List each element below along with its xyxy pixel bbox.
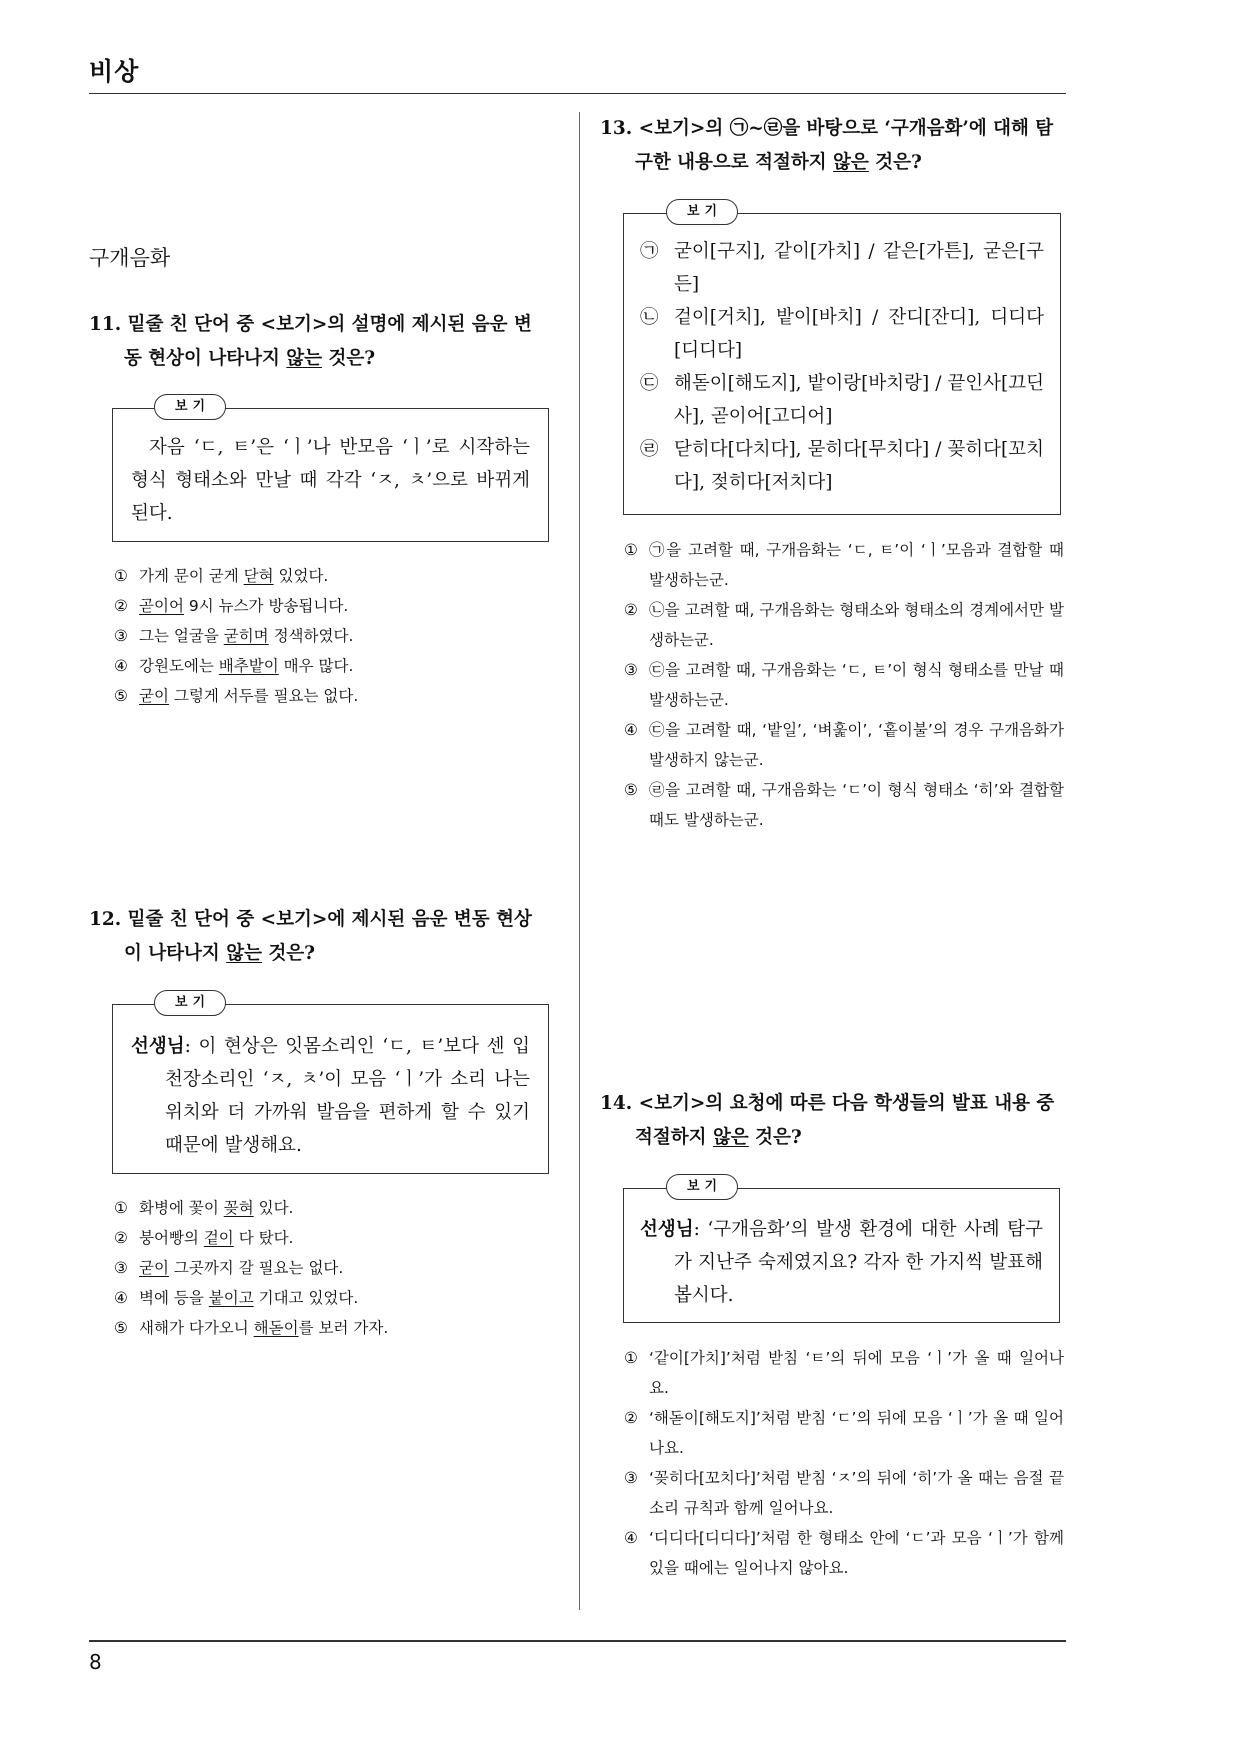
- question-11: [89, 308, 559, 376]
- question-14-line-2: [600, 1121, 1070, 1155]
- question-14: [600, 1087, 1070, 1155]
- bogi-speaker: 선생님: [640, 1219, 694, 1240]
- underlined-word: 굳히며: [223, 627, 269, 645]
- section-title: 구개음화: [89, 246, 171, 270]
- bogi-item-marker: ㉣: [640, 439, 659, 460]
- answer-option[interactable]: [114, 651, 554, 681]
- question-11-line-2: [89, 342, 559, 376]
- bogi-text: : ‘구개음화’의 발생 환경에 대한 사례 탐구가 지난주 숙제였지요? 각자 한 가지씩 발표해 봅시다.: [674, 1219, 1043, 1306]
- bogi-speech: [131, 1030, 530, 1162]
- answer-option[interactable]: [114, 681, 554, 711]
- underlined-word: 굳이: [139, 1259, 169, 1277]
- option-text-part: 강원도에는: [139, 657, 219, 675]
- option-text-part: 를 보러 가자.: [298, 1319, 389, 1337]
- underlined-word: 붙이고: [208, 1289, 254, 1307]
- option-text-part: 있다.: [253, 1199, 294, 1217]
- option-text: [139, 1283, 554, 1313]
- answer-option[interactable]: [624, 535, 1064, 595]
- option-number: ②: [114, 597, 128, 615]
- answer-option[interactable]: [114, 561, 554, 591]
- option-number: ④: [114, 657, 128, 675]
- option-number: ③: [114, 627, 128, 645]
- option-text-part: 정색하였다.: [268, 627, 354, 645]
- option-text: ㉢을 고려할 때, ‘밭일’, ‘벼훑이’, ‘홑이불’의 경우 구개음화가 발생하지 않는군.: [649, 721, 1064, 769]
- answer-option[interactable]: [114, 1223, 554, 1253]
- bogi-text: : 이 현상은 잇몸소리인 ‘ㄷ, ㅌ’보다 센 입천장소리인 ‘ㅈ, ㅊ’이 모음 ‘ㅣ’가 소리 나는 위치와 더 가까워 발음을 편하게 할 수 있기 때문에 발생해요.: [165, 1036, 530, 1156]
- answer-option[interactable]: [624, 715, 1064, 775]
- option-number: ①: [624, 1349, 638, 1367]
- option-number: ②: [624, 1409, 638, 1427]
- answer-option[interactable]: [114, 1193, 554, 1223]
- option-text: [139, 591, 554, 621]
- bogi-item-text: 해돋이[해도지], 밭이랑[바치랑] / 끝인사[끄딘사], 곧이어[고디어]: [674, 373, 1044, 427]
- option-number: ⑤: [114, 687, 128, 705]
- underlined-word: 굳이: [139, 687, 169, 705]
- option-number: ②: [624, 601, 638, 619]
- option-text: [139, 1253, 554, 1283]
- option-text-part: 9시 뉴스가 방송됩니다.: [183, 597, 349, 615]
- option-text: ㉡을 고려할 때, 구개음화는 형태소와 형태소의 경계에서만 발생하는군.: [649, 601, 1064, 649]
- bogi-label: 보기: [154, 990, 226, 1016]
- bogi-item-marker: ㉡: [640, 307, 659, 328]
- option-number: ③: [624, 1469, 638, 1487]
- question-text: 적절하지: [635, 1127, 713, 1148]
- bogi-label: 보기: [666, 199, 738, 225]
- option-number: ①: [624, 541, 638, 559]
- answer-option[interactable]: [624, 1343, 1064, 1403]
- q12-bogi-box: [112, 995, 549, 1174]
- question-text: <보기>의 요청에 따른 다음 학생들의 발표 내용 중: [638, 1093, 1055, 1114]
- option-text-part: 그렇게 서두를 필요는 없다.: [168, 687, 359, 705]
- option-number: ③: [624, 661, 638, 679]
- header-divider: [89, 93, 1066, 94]
- question-11-line-1: [89, 308, 559, 342]
- question-text: 밑줄 친 단어 중 <보기>에 제시된 음운 변동 현상: [127, 909, 532, 930]
- question-text: 구한 내용으로 적절하지: [635, 152, 834, 173]
- answer-option[interactable]: [114, 1313, 554, 1343]
- question-13-line-2: [600, 146, 1070, 180]
- underlined-word: 배추밭이: [218, 657, 279, 675]
- bogi-item: [640, 367, 1044, 433]
- answer-option[interactable]: [114, 591, 554, 621]
- option-text: [139, 1223, 554, 1253]
- bogi-item: [640, 433, 1044, 499]
- bogi-text: 자음 ‘ㄷ, ㅌ’은 ‘ㅣ’나 반모음 ‘ㅣ’로 시작하는 형식 형태소와 만날 때 각각 ‘ㅈ, ㅊ’으로 바뀌게 된다.: [131, 437, 530, 524]
- underlined-word: 않는: [226, 943, 262, 964]
- question-text: 구개음화: [890, 118, 963, 139]
- bogi-label: 보기: [666, 1174, 738, 1200]
- bogi-item-text: 닫히다[다치다], 묻히다[무치다] / 꽂히다[꼬치다], 젖히다[저치다]: [674, 439, 1044, 493]
- option-text: [139, 1193, 554, 1223]
- q14-options: [624, 1343, 1064, 1583]
- question-text: 것은?: [868, 152, 922, 173]
- question-12-line-1: [89, 903, 559, 937]
- option-text: ㉠을 고려할 때, 구개음화는 ‘ㄷ, ㅌ’이 ‘ㅣ’모음과 결합할 때 발생하는군.: [649, 541, 1064, 589]
- q13-bogi-box: [623, 204, 1061, 515]
- underlined-word: 겉이: [203, 1229, 234, 1247]
- option-text-part: 매우 많다.: [278, 657, 354, 675]
- column-divider: [579, 112, 580, 1610]
- underlined-word: 해돋이: [253, 1319, 299, 1337]
- option-number: ④: [624, 721, 638, 739]
- q11-options: [114, 561, 554, 711]
- question-text: 동 현상이 나타나지: [124, 348, 287, 369]
- q14-bogi-box: [623, 1179, 1060, 1323]
- header-title: 비상: [89, 57, 140, 86]
- question-number: 11.: [89, 314, 122, 335]
- underlined-word: 않은: [833, 152, 869, 173]
- bogi-item: [640, 301, 1044, 367]
- underlined-word: 곧이어: [139, 597, 184, 615]
- question-12: [89, 903, 559, 971]
- question-13-line-1: [600, 112, 1070, 146]
- option-text-part: 새해가 다가오니: [139, 1319, 254, 1337]
- option-text: ‘디디다[디디다]’처럼 한 형태소 안에 ‘ㄷ’과 모음 ‘ㅣ’가 함께 있을 때에는 일어나지 않아요.: [649, 1529, 1064, 1577]
- question-12-line-2: [89, 937, 559, 971]
- option-text-part: 가게 문이 굳게: [139, 567, 244, 585]
- page-number: 8: [89, 1650, 102, 1674]
- option-text: [139, 561, 554, 591]
- option-text-part: 있었다.: [273, 567, 329, 585]
- option-number: ②: [114, 1229, 128, 1247]
- question-number: 13.: [600, 118, 633, 139]
- option-text: [139, 651, 554, 681]
- question-text: ’에 대해 탐: [962, 118, 1054, 139]
- question-text: 이 나타나지: [124, 943, 227, 964]
- option-number: ①: [114, 567, 128, 585]
- question-text: 밑줄 친 단어 중 <보기>의 설명에 제시된 음운 변: [127, 314, 532, 335]
- question-number: 14.: [600, 1093, 633, 1114]
- question-text: 것은?: [262, 943, 316, 964]
- option-number: ⑤: [624, 781, 638, 799]
- option-number: ④: [624, 1529, 638, 1547]
- underlined-word: 닫혀: [243, 567, 274, 585]
- option-text: [139, 681, 554, 711]
- option-text: [139, 1313, 554, 1343]
- option-text: [139, 621, 554, 651]
- option-text-part: 그는 얼굴을: [139, 627, 224, 645]
- bogi-item: [640, 235, 1044, 301]
- question-13: [600, 112, 1070, 180]
- bogi-item-marker: ㉠: [640, 241, 659, 262]
- underlined-word: 않은: [712, 1127, 749, 1148]
- answer-option[interactable]: [114, 1283, 554, 1313]
- bogi-item-text: 겉이[거치], 밭이[바치] / 잔디[잔디], 디디다[디디다]: [674, 307, 1044, 361]
- answer-option[interactable]: [624, 1403, 1064, 1463]
- answer-option[interactable]: [624, 1523, 1064, 1583]
- bogi-item-text: 굳이[구지], 같이[가치] / 같은[가튼], 굳은[구든]: [674, 241, 1044, 295]
- option-text: ‘꽂히다[꼬치다]’처럼 받침 ‘ㅈ’의 뒤에 ‘히’가 올 때는 음절 끝소리 규칙과 함께 일어나요.: [649, 1469, 1064, 1517]
- answer-option[interactable]: [624, 655, 1064, 715]
- option-text-part: 기대고 있었다.: [253, 1289, 359, 1307]
- option-text-part: 벽에 등을: [139, 1289, 209, 1307]
- option-number: ①: [114, 1199, 128, 1217]
- option-text-part: 붕어빵의: [139, 1229, 204, 1247]
- q12-options: [114, 1193, 554, 1343]
- answer-option[interactable]: [114, 621, 554, 651]
- q13-options: [624, 535, 1064, 835]
- bogi-item-marker: ㉢: [640, 373, 659, 394]
- option-text-part: 다 탔다.: [233, 1229, 294, 1247]
- answer-option[interactable]: [624, 1463, 1064, 1523]
- question-number: 12.: [89, 909, 122, 930]
- underlined-word: 꽂혀: [223, 1199, 254, 1217]
- question-text: 것은?: [748, 1127, 802, 1148]
- option-text-part: 그곳까지 갈 필요는 없다.: [168, 1259, 344, 1277]
- option-number: ③: [114, 1259, 128, 1277]
- option-text: ㉣을 고려할 때, 구개음화는 ‘ㄷ’이 형식 형태소 ‘히’와 결합할 때도 발생하는군.: [649, 781, 1064, 829]
- bogi-speaker: 선생님: [131, 1036, 185, 1057]
- option-number: ⑤: [114, 1319, 128, 1337]
- answer-option[interactable]: [624, 595, 1064, 655]
- option-text: ‘해돋이[해도지]’처럼 받침 ‘ㄷ’의 뒤에 모음 ‘ㅣ’가 올 때 일어나요.: [649, 1409, 1064, 1457]
- question-text: 것은?: [322, 348, 376, 369]
- footer-divider: [89, 1640, 1066, 1642]
- option-number: ④: [114, 1289, 128, 1307]
- answer-option[interactable]: [624, 775, 1064, 835]
- option-text-part: 화병에 꽃이: [139, 1199, 224, 1217]
- bogi-speech: [640, 1213, 1043, 1312]
- bogi-label: 보기: [154, 394, 226, 420]
- question-text: <보기>의 ㉠~㉣을 바탕으로 ‘: [638, 118, 891, 139]
- option-text: ㉢을 고려할 때, 구개음화는 ‘ㄷ, ㅌ’이 형식 형태소를 만날 때 발생하는군.: [649, 661, 1064, 709]
- option-text: ‘같이[가치]’처럼 받침 ‘ㅌ’의 뒤에 모음 ‘ㅣ’가 올 때 일어나요.: [649, 1349, 1064, 1397]
- q11-bogi-box: [112, 399, 549, 542]
- answer-option[interactable]: [114, 1253, 554, 1283]
- question-14-line-1: [600, 1087, 1070, 1121]
- underlined-word: 않는: [286, 348, 323, 369]
